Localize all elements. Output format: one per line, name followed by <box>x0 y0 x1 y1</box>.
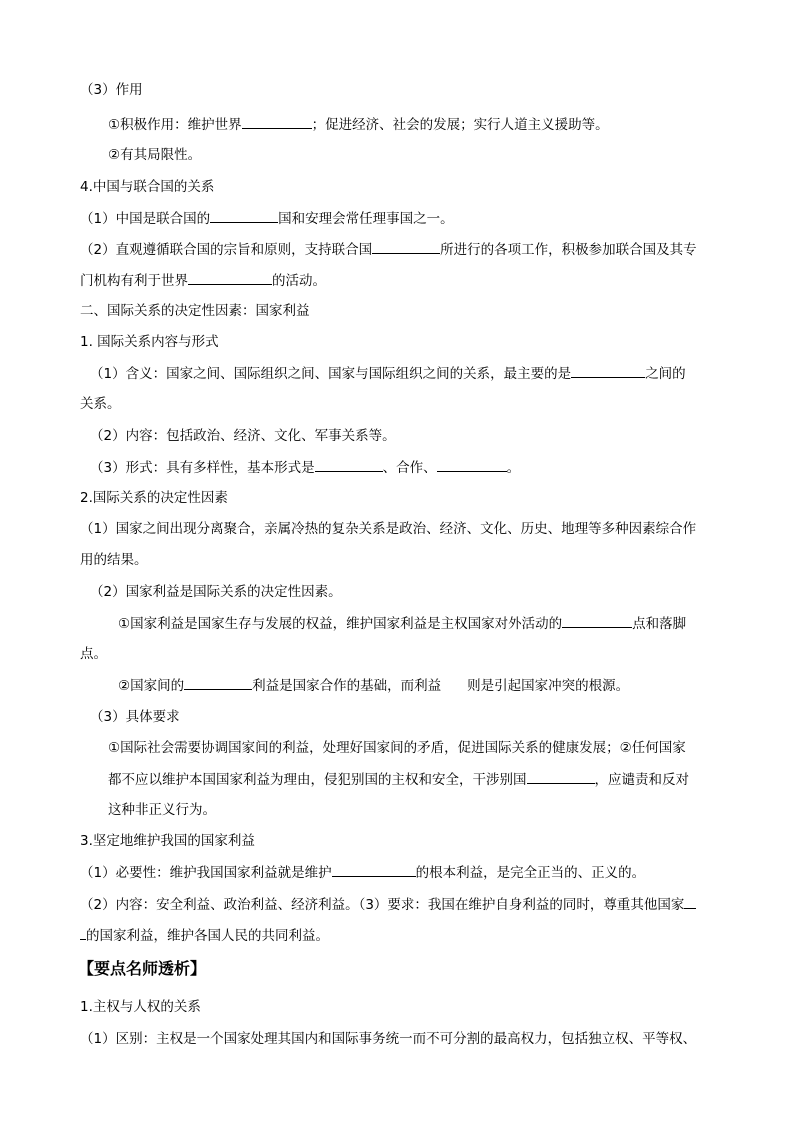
text-line: 这种非正义行为。 <box>108 802 216 818</box>
fill-blank <box>562 613 632 628</box>
text-line: （2）国家利益是国际关系的决定性因素。 <box>90 584 342 600</box>
fill-blank <box>188 270 272 285</box>
text-line: ①国家利益是国家生存与发展的权益，维护国家利益是主权国家对外活动的 点和落脚 <box>118 613 686 634</box>
section-heading: 4.中国与联合国的关系 <box>80 179 215 195</box>
section-title: 【要点名师透析】 <box>78 959 207 978</box>
text-line: ②有其局限性。 <box>108 147 202 163</box>
text-line: （1）国家之间出现分离聚合，亲属冷热的复杂关系是政治、经济、文化、历史、地理等多种因素综合作 <box>80 521 697 537</box>
fill-blank <box>527 769 595 784</box>
fill-blank <box>372 239 440 254</box>
fill-blank <box>210 208 278 223</box>
text-line: 都不应以维护本国国家利益为理由，侵犯别国的主权和安全，干涉别国 ，应谴责和反对 <box>108 769 689 790</box>
section-heading: 2.国际关系的决定性因素 <box>80 490 228 506</box>
text-line: ①国际社会需要协调国家间的利益，处理好国家间的矛盾，促进国际关系的健康发展；②任何国家 <box>108 740 686 756</box>
text-line: 门机构有利于世界 的活动。 <box>80 270 326 291</box>
text-line: 点。 <box>80 646 107 662</box>
text-line: （1）区别：主权是一个国家处理其国内和国际事务统一而不可分割的最高权力，包括独立权、平等权、 <box>80 1031 697 1047</box>
section-heading: 3.坚定地维护我国的国家利益 <box>80 833 255 849</box>
text-line: （2）直观遵循联合国的宗旨和原则，支持联合国 所进行的各项工作，积极参加联合国及其专 <box>80 239 697 260</box>
fill-blank <box>332 862 416 877</box>
section-heading: 1.主权与人权的关系 <box>80 999 201 1015</box>
section-heading: 二、国际关系的决定性因素：国家利益 <box>80 303 310 319</box>
fill-blank <box>184 675 252 690</box>
fill-blank <box>315 457 383 472</box>
text-line: 的国家利益，维护各国人民的共同利益。 <box>80 925 329 946</box>
fill-blank <box>571 363 645 378</box>
text-line: （1）含义：国家之间、国际组织之间、国家与国际组织之间的关系，最主要的是 之间的 <box>90 363 686 384</box>
text-line: ①积极作用：维护世界 ；促进经济、社会的发展；实行人道主义援助等。 <box>108 114 609 135</box>
text-line: 关系。 <box>80 396 121 412</box>
text-line: （2）内容：安全利益、政治利益、经济利益。（3）要求：我国在维护自身利益的同时，尊重其他国家 <box>80 894 696 915</box>
fill-blank <box>437 457 507 472</box>
fill-blank <box>242 114 312 129</box>
text-line: （3）作用 <box>80 82 143 98</box>
text-line: （3）具体要求 <box>90 709 180 725</box>
text-line: （1）必要性：维护我国国家利益就是维护 的根本利益，是完全正当的、正义的。 <box>80 862 645 883</box>
text-line: （3）形式：具有多样性，基本形式是 、合作、 。 <box>90 457 520 478</box>
text-line: （1）中国是联合国的 国和安理会常任理事国之一。 <box>80 208 454 229</box>
text-line: 用的结果。 <box>80 552 148 568</box>
text-line: ②国家间的 利益是国家合作的基础，而利益 则是引起国家冲突的根源。 <box>118 675 629 696</box>
text-line: （2）内容：包括政治、经济、文化、军事关系等。 <box>90 428 396 444</box>
fill-blank <box>684 894 696 909</box>
section-heading: 1. 国际关系内容与形式 <box>80 334 219 350</box>
